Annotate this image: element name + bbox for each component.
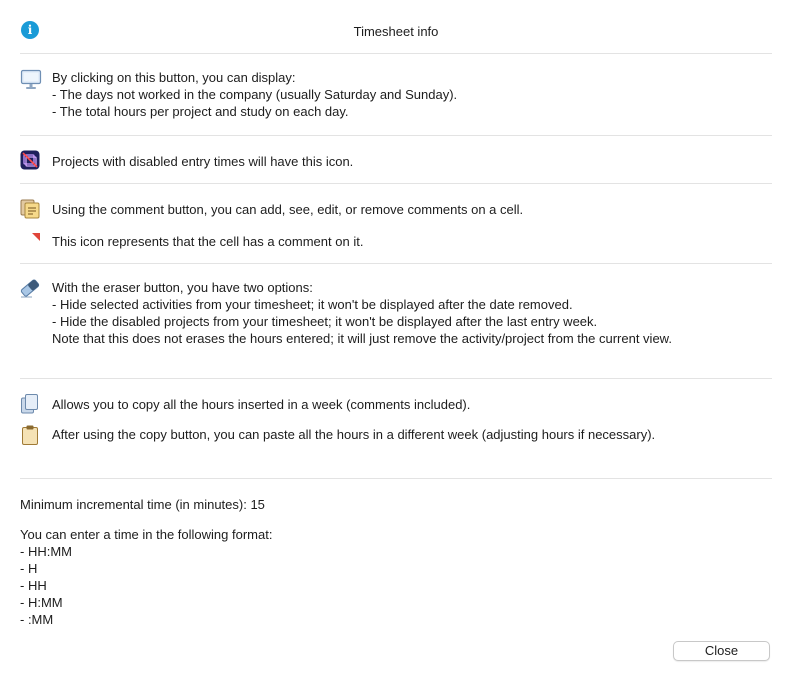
eraser-line-2: - Hide selected activities from your timesheet; it won't be displayed after the date removed.	[52, 297, 573, 312]
disabled-text: Projects with disabled entry times will have this icon.	[52, 154, 354, 169]
display-line-1: By clicking on this button, you can display:	[52, 70, 296, 85]
copy-icon	[20, 393, 42, 415]
divider	[20, 53, 772, 54]
display-line-3: - The total hours per project and study on each day.	[52, 104, 349, 119]
divider	[20, 135, 772, 136]
format-item: - :MM	[20, 612, 54, 627]
display-line-2: - The days not worked in the company (usually Saturday and Sunday).	[52, 87, 458, 102]
disabled-entry-icon	[20, 150, 40, 170]
eraser-icon	[19, 277, 41, 299]
eraser-line-1: With the eraser button, you have two options:	[52, 280, 313, 295]
divider	[20, 378, 772, 379]
format-item: - H	[20, 561, 38, 576]
comment-marker-text: This icon represents that the cell has a comment on it.	[52, 234, 364, 249]
comment-text: Using the comment button, you can add, see, edit, or remove comments on a cell.	[52, 202, 524, 217]
eraser-line-3: - Hide the disabled projects from your timesheet; it won't be displayed after the last entry week.	[52, 314, 598, 329]
dialog-title: Timesheet info	[353, 24, 439, 39]
minimum-increment-text: Minimum incremental time (in minutes): 15	[20, 497, 265, 512]
format-item: - HH	[20, 578, 47, 593]
copy-text: Allows you to copy all the hours inserted in a week (comments included).	[52, 397, 471, 412]
dialog-header	[0, 0, 792, 53]
monitor-icon	[20, 69, 42, 91]
paste-text: After using the copy button, you can paste all the hours in a different week (adjusting hours if necessary).	[52, 427, 656, 442]
divider	[20, 263, 772, 264]
red-corner-marker-icon	[32, 230, 41, 239]
eraser-line-4: Note that this does not erases the hours entered; it will just remove the activity/project from the current view.	[52, 331, 672, 346]
comment-icon	[20, 198, 42, 220]
divider	[20, 478, 772, 479]
divider	[20, 183, 772, 184]
info-icon: i	[21, 21, 39, 39]
format-item: - H:MM	[20, 595, 63, 610]
close-button[interactable]: Close	[673, 641, 770, 661]
clipboard-icon	[20, 424, 42, 446]
format-intro-text: You can enter a time in the following format:	[20, 527, 273, 542]
format-item: - HH:MM	[20, 544, 72, 559]
